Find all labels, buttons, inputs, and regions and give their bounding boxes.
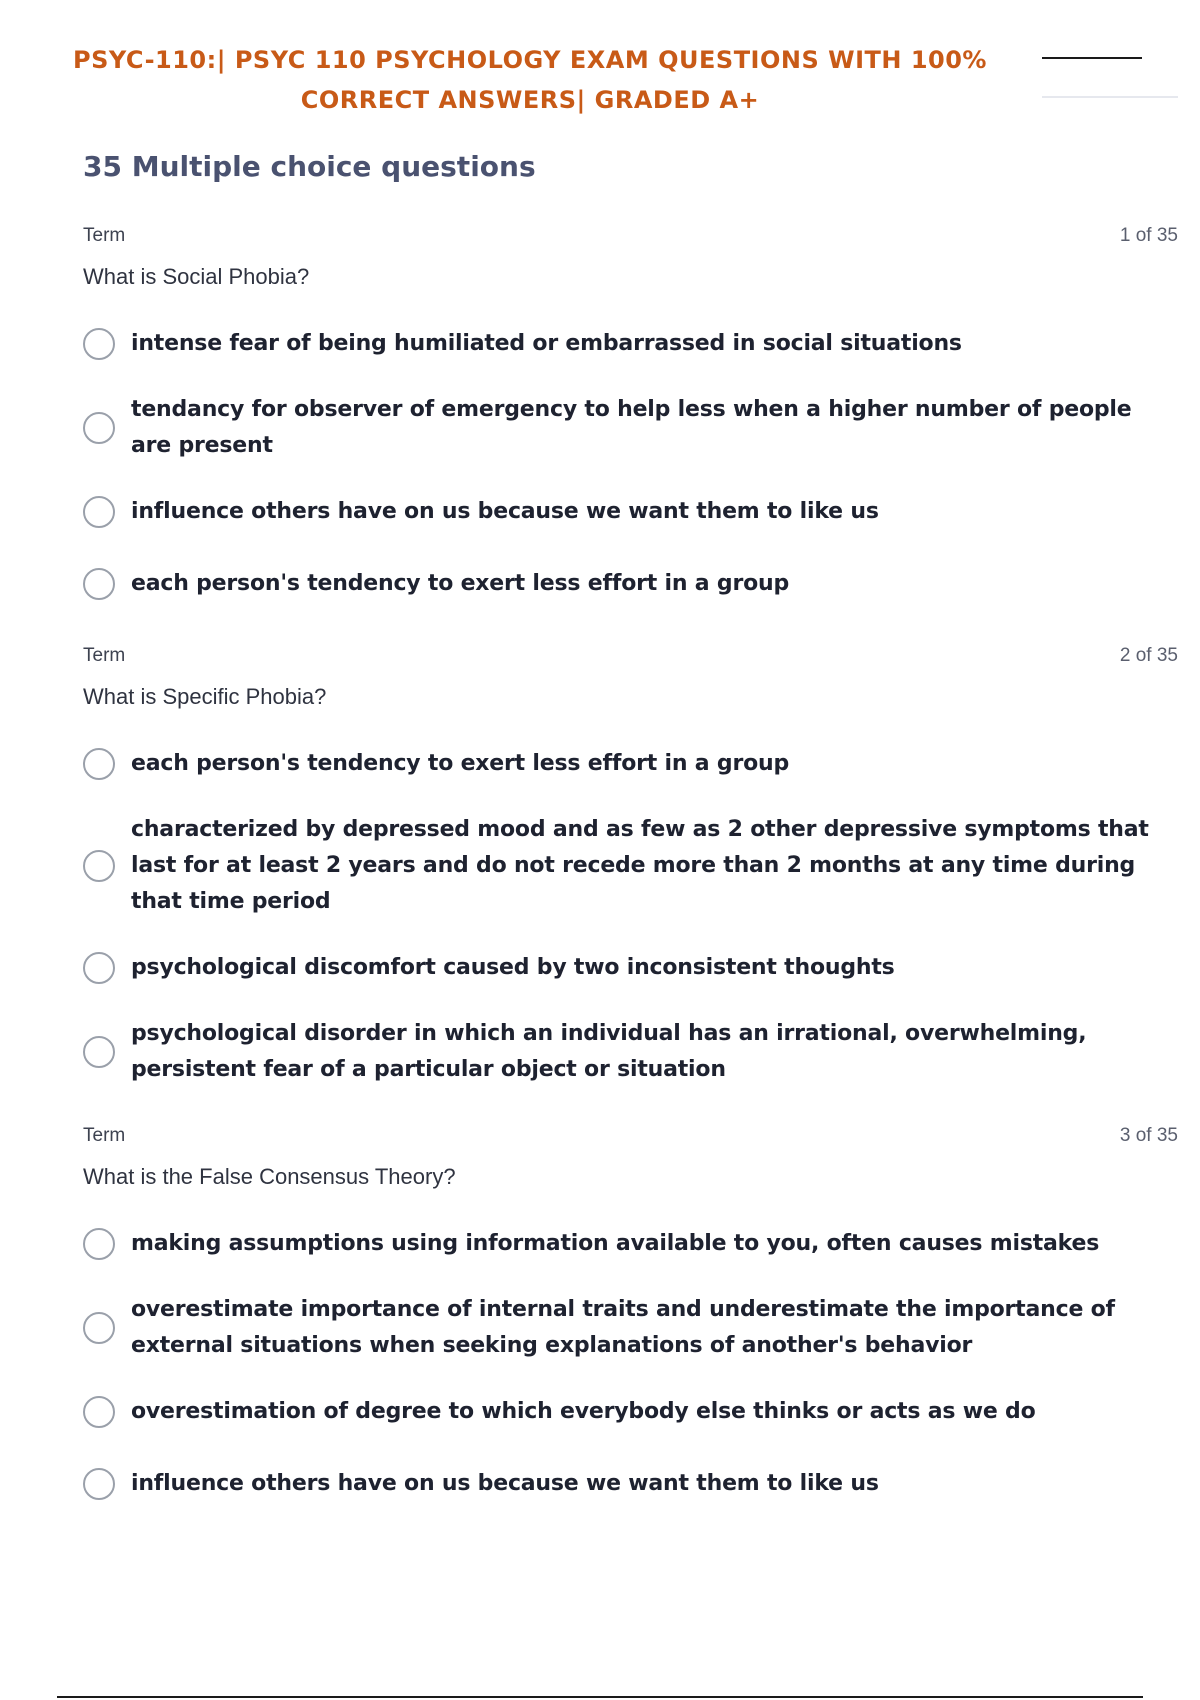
radio-button[interactable] <box>83 328 115 360</box>
radio-button[interactable] <box>83 412 115 444</box>
term-label: Term <box>83 225 126 246</box>
question-counter: 1 of 35 <box>1119 225 1178 246</box>
answer-option-label: overestimate importance of internal traits and underestimate the importance of external situations when seeking explanations of another's behavior <box>131 1297 1115 1358</box>
section-title: 35 Multiple choice questions <box>83 150 536 183</box>
radio-button[interactable] <box>83 496 115 528</box>
answer-option-label: psychological discomfort caused by two inconsistent thoughts <box>131 955 895 980</box>
document-title-line-1: PSYC-110:| PSYC 110 PSYCHOLOGY EXAM QUESTIONS WITH 100% <box>73 46 987 74</box>
answer-options <box>83 1208 1178 1520</box>
question-counter: 2 of 35 <box>1119 645 1178 666</box>
answer-options <box>83 308 1178 620</box>
answer-option[interactable] <box>83 1448 1178 1520</box>
document-header <box>0 40 1200 130</box>
question-list <box>83 222 1178 1542</box>
footer-divider <box>57 1696 1143 1698</box>
term-label: Term <box>83 1125 126 1146</box>
radio-button[interactable] <box>83 568 115 600</box>
radio-button[interactable] <box>83 952 115 984</box>
answer-option[interactable] <box>83 1004 1178 1100</box>
question-card <box>83 222 1178 620</box>
header-divider <box>1042 57 1142 59</box>
answer-option[interactable] <box>83 1376 1178 1448</box>
answer-option[interactable] <box>83 728 1178 800</box>
radio-button[interactable] <box>83 1312 115 1344</box>
radio-button[interactable] <box>83 748 115 780</box>
answer-option-label: each person's tendency to exert less effort in a group <box>131 751 790 776</box>
question-counter: 3 of 35 <box>1119 1125 1178 1146</box>
answer-option[interactable] <box>83 800 1178 932</box>
answer-option[interactable] <box>83 308 1178 380</box>
answer-option-label: characterized by depressed mood and as few as 2 other depressive symptoms that last for at least 2 years and do not recede more than 2 months at any time during that time period <box>131 817 1149 914</box>
term-label: Term <box>83 645 126 666</box>
answer-option[interactable] <box>83 548 1178 620</box>
answer-option-label: intense fear of being humiliated or embarrassed in social situations <box>131 331 962 356</box>
answer-option[interactable] <box>83 1280 1178 1376</box>
document-title-line-2: CORRECT ANSWERS| GRADED A+ <box>300 86 760 114</box>
question-card <box>83 642 1178 1100</box>
radio-button[interactable] <box>83 1036 115 1068</box>
answer-option[interactable] <box>83 380 1178 476</box>
radio-button[interactable] <box>83 1468 115 1500</box>
header-divider-light <box>1042 96 1178 98</box>
radio-button[interactable] <box>83 1228 115 1260</box>
answer-option-label: each person's tendency to exert less effort in a group <box>131 571 790 596</box>
question-text: What is Social Phobia? <box>83 264 310 289</box>
document-title <box>60 40 1000 120</box>
answer-option[interactable] <box>83 476 1178 548</box>
answer-option-label: influence others have on us because we want them to like us <box>131 1471 879 1496</box>
question-card <box>83 1122 1178 1520</box>
question-text: What is the False Consensus Theory? <box>83 1164 456 1189</box>
answer-option-label: psychological disorder in which an individual has an irrational, overwhelming, persistent fear of a particular object or situation <box>131 1021 1087 1082</box>
radio-button[interactable] <box>83 1396 115 1428</box>
answer-option[interactable] <box>83 932 1178 1004</box>
answer-option-label: tendancy for observer of emergency to help less when a higher number of people are present <box>131 397 1132 458</box>
question-meta <box>83 642 1178 670</box>
question-meta <box>83 222 1178 250</box>
radio-button[interactable] <box>83 850 115 882</box>
answer-option-label: influence others have on us because we want them to like us <box>131 499 879 524</box>
question-text: What is Specific Phobia? <box>83 684 327 709</box>
answer-option-label: overestimation of degree to which everybody else thinks or acts as we do <box>131 1399 1036 1424</box>
answer-options <box>83 728 1178 1100</box>
question-meta <box>83 1122 1178 1150</box>
answer-option[interactable] <box>83 1208 1178 1280</box>
answer-option-label: making assumptions using information available to you, often causes mistakes <box>131 1231 1100 1256</box>
